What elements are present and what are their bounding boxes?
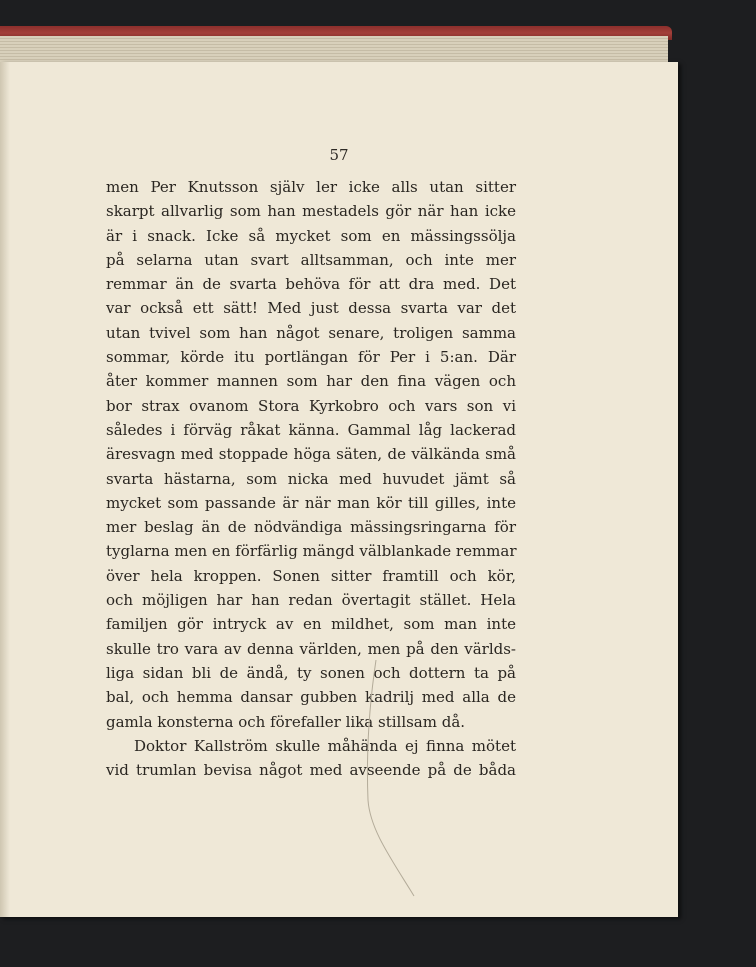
gutter-shadow — [0, 62, 10, 917]
text-line: liga sidan bli de ändå, ty sonen och dottern ta på — [106, 663, 516, 682]
text-line: Doktor Kallström skulle måhända ej finna mötet — [134, 736, 516, 755]
text-line: mer beslag än de nödvändiga mässingsringarna för — [106, 518, 516, 537]
body-text — [106, 175, 516, 782]
text-line: bor strax ovanom Stora Kyrkobro och vars son vi — [106, 396, 516, 415]
text-line: familjen gör intryck av en mildhet, som man inte — [106, 615, 516, 634]
text-line: utan tvivel som han något senare, troligen samma — [106, 323, 516, 342]
text-line: men Per Knutsson själv ler icke alls utan sitter — [106, 178, 516, 196]
text-line: tyglarna men en förfärlig mängd välblankade remmar — [106, 542, 517, 561]
text-line: således i förväg råkat känna. Gammal låg lackerad — [106, 420, 516, 439]
text-line: bal, och hemma dansar gubben kadrilj med alla de — [106, 688, 516, 707]
page-number: 57 — [329, 146, 349, 164]
text-line: sommar, körde itu portlängan för Per i 5:an. Där — [106, 348, 516, 367]
text-line: vid trumlan bevisa något med avseende på de båda — [106, 761, 516, 780]
text-line: på selarna utan svart alltsamman, och inte mer — [106, 250, 516, 269]
text-line: och möjligen har han redan övertagit stället. Hela — [106, 591, 516, 610]
text-line: mycket som passande är när man kör till gilles, inte — [106, 493, 516, 512]
text-line: remmar än de svarta behöva för att dra med. Det — [106, 275, 516, 294]
text-line: är i snack. Icke så mycket som en mässingssölja — [106, 226, 516, 245]
text-line: äresvagn med stoppade höga säten, de välkända små — [106, 445, 516, 464]
text-line: åter kommer mannen som har den fina vägen och — [106, 372, 516, 391]
text-line: var också ett sätt! Med just dessa svarta var det — [106, 299, 516, 318]
text-line: svarta hästarna, som nicka med huvudet jämt så — [106, 469, 516, 488]
text-line: över hela kroppen. Sonen sitter framtill och kör, — [106, 566, 516, 585]
text-line: gamla konsterna och förefaller lika stillsam då. — [106, 712, 466, 731]
text-line: skulle tro vara av denna världen, men på den världs- — [106, 639, 516, 658]
text-line: skarpt allvarlig som han mestadels gör när han icke — [106, 202, 516, 221]
